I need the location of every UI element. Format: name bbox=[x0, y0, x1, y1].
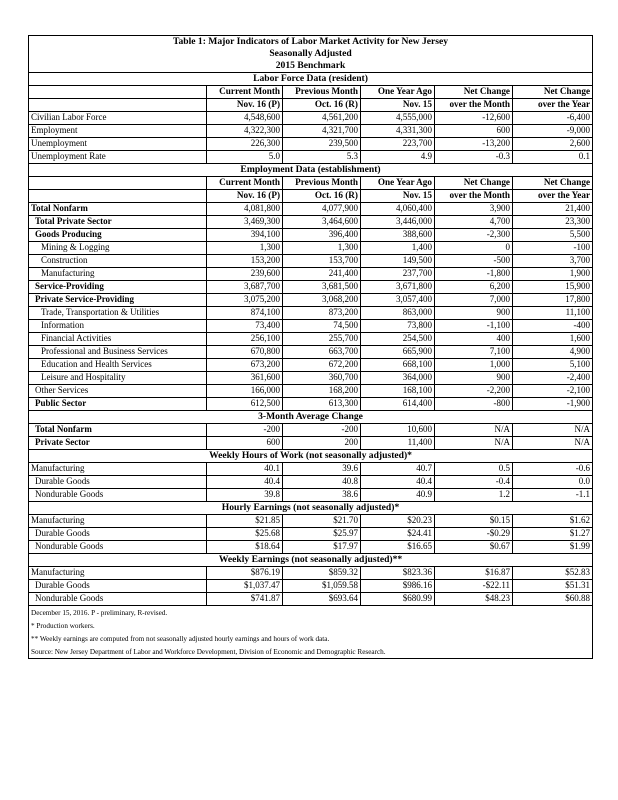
cell-value: 5,100 bbox=[513, 359, 593, 372]
column-header: Nov. 16 (P) bbox=[207, 190, 283, 203]
cell-value: -1.1 bbox=[513, 489, 593, 502]
cell-value: -1,900 bbox=[513, 398, 593, 411]
cell-value: 364,000 bbox=[361, 372, 435, 385]
table-row bbox=[29, 229, 593, 242]
table-row bbox=[29, 398, 593, 411]
cell-value: -2,200 bbox=[435, 385, 513, 398]
cell-value: $1.62 bbox=[513, 515, 593, 528]
cell-value: 11,400 bbox=[361, 437, 435, 450]
cell-value: 0 bbox=[435, 242, 513, 255]
section-title: Weekly Earnings (not seasonally adjusted)** bbox=[29, 554, 593, 567]
cell-value: 200 bbox=[283, 437, 361, 450]
column-header: Oct. 16 (R) bbox=[283, 99, 361, 112]
row-label: Professional and Business Services bbox=[29, 346, 207, 359]
cell-value: 1.2 bbox=[435, 489, 513, 502]
cell-value: $24.41 bbox=[361, 528, 435, 541]
footnote-row bbox=[29, 606, 593, 620]
cell-value: $17.97 bbox=[283, 541, 361, 554]
cell-value: 613,300 bbox=[283, 398, 361, 411]
cell-value: 239,600 bbox=[207, 268, 283, 281]
cell-value: 7,000 bbox=[435, 294, 513, 307]
cell-value: -400 bbox=[513, 320, 593, 333]
table-row bbox=[29, 320, 593, 333]
column-header: Current Month bbox=[207, 86, 283, 99]
cell-value: 4,900 bbox=[513, 346, 593, 359]
row-label: Manufacturing bbox=[29, 515, 207, 528]
cell-value: N/A bbox=[435, 437, 513, 450]
cell-value: 40.1 bbox=[207, 463, 283, 476]
cell-value: 3,681,500 bbox=[283, 281, 361, 294]
cell-value: 4,331,300 bbox=[361, 125, 435, 138]
column-header: Previous Month bbox=[283, 86, 361, 99]
cell-value: $21.85 bbox=[207, 515, 283, 528]
table-row bbox=[29, 528, 593, 541]
cell-value: 1,000 bbox=[435, 359, 513, 372]
table-benchmark: 2015 Benchmark bbox=[29, 60, 593, 73]
table-row bbox=[29, 385, 593, 398]
cell-value: $16.87 bbox=[435, 567, 513, 580]
cell-value: 5.3 bbox=[283, 151, 361, 164]
cell-value: 0.0 bbox=[513, 476, 593, 489]
cell-value: 4,700 bbox=[435, 216, 513, 229]
cell-value: 153,700 bbox=[283, 255, 361, 268]
cell-value: -1,100 bbox=[435, 320, 513, 333]
section-header-row bbox=[29, 411, 593, 424]
table-row bbox=[29, 437, 593, 450]
cell-value: -100 bbox=[513, 242, 593, 255]
cell-value: $823.36 bbox=[361, 567, 435, 580]
cell-value: 863,000 bbox=[361, 307, 435, 320]
cell-value: 670,800 bbox=[207, 346, 283, 359]
cell-value: 168,100 bbox=[361, 385, 435, 398]
section-title: Weekly Hours of Work (not seasonally adjusted)* bbox=[29, 450, 593, 463]
cell-value: 3,075,200 bbox=[207, 294, 283, 307]
cell-value: 665,900 bbox=[361, 346, 435, 359]
cell-value: 21,400 bbox=[513, 203, 593, 216]
cell-value: 874,100 bbox=[207, 307, 283, 320]
table-row bbox=[29, 203, 593, 216]
cell-value: 4,321,700 bbox=[283, 125, 361, 138]
table-row bbox=[29, 125, 593, 138]
cell-value: 168,200 bbox=[283, 385, 361, 398]
cell-value: $20.23 bbox=[361, 515, 435, 528]
cell-value: 4,060,400 bbox=[361, 203, 435, 216]
table-row bbox=[29, 281, 593, 294]
cell-value: 23,300 bbox=[513, 216, 593, 229]
cell-value: 3,900 bbox=[435, 203, 513, 216]
column-header: One Year Ago bbox=[361, 177, 435, 190]
cell-value: -0.6 bbox=[513, 463, 593, 476]
row-label: Manufacturing bbox=[29, 567, 207, 580]
column-header: Nov. 16 (P) bbox=[207, 99, 283, 112]
cell-value: 600 bbox=[435, 125, 513, 138]
cell-value: $0.67 bbox=[435, 541, 513, 554]
cell-value: 5.0 bbox=[207, 151, 283, 164]
row-label: Manufacturing bbox=[29, 268, 207, 281]
row-label: Total Nonfarm bbox=[29, 203, 207, 216]
cell-value: $693.64 bbox=[283, 593, 361, 606]
table-row bbox=[29, 242, 593, 255]
column-header: over the Year bbox=[513, 190, 593, 203]
cell-value: -0.4 bbox=[435, 476, 513, 489]
cell-value: -9,000 bbox=[513, 125, 593, 138]
row-label: Trade, Transportation & Utilities bbox=[29, 307, 207, 320]
table-subtitle: Seasonally Adjusted bbox=[29, 48, 593, 60]
header-blank-cell bbox=[29, 86, 207, 99]
column-header-row bbox=[29, 99, 593, 112]
cell-value: 900 bbox=[435, 307, 513, 320]
cell-value: -2,100 bbox=[513, 385, 593, 398]
row-label: Private Service-Providing bbox=[29, 294, 207, 307]
column-header-row bbox=[29, 86, 593, 99]
cell-value: 237,700 bbox=[361, 268, 435, 281]
cell-value: 3,464,600 bbox=[283, 216, 361, 229]
row-label: Nondurable Goods bbox=[29, 593, 207, 606]
labor-market-table bbox=[28, 35, 593, 659]
cell-value: 4,548,600 bbox=[207, 112, 283, 125]
section-header-row bbox=[29, 164, 593, 177]
cell-value: 0.5 bbox=[435, 463, 513, 476]
cell-value: 7,100 bbox=[435, 346, 513, 359]
cell-value: 3,446,000 bbox=[361, 216, 435, 229]
row-label: Unemployment Rate bbox=[29, 151, 207, 164]
footnote-row bbox=[29, 632, 593, 645]
cell-value: -500 bbox=[435, 255, 513, 268]
row-label: Durable Goods bbox=[29, 476, 207, 489]
table-row bbox=[29, 372, 593, 385]
cell-value: 0.1 bbox=[513, 151, 593, 164]
footnote: December 15, 2016. P - preliminary, R-revised. bbox=[29, 606, 593, 620]
cell-value: 663,700 bbox=[283, 346, 361, 359]
column-header: over the Month bbox=[435, 99, 513, 112]
cell-value: N/A bbox=[513, 424, 593, 437]
row-label: Private Sector bbox=[29, 437, 207, 450]
cell-value: 3,057,400 bbox=[361, 294, 435, 307]
cell-value: 396,400 bbox=[283, 229, 361, 242]
cell-value: 3,687,700 bbox=[207, 281, 283, 294]
cell-value: 4,077,900 bbox=[283, 203, 361, 216]
cell-value: 73,400 bbox=[207, 320, 283, 333]
cell-value: -200 bbox=[207, 424, 283, 437]
cell-value: 74,500 bbox=[283, 320, 361, 333]
row-label: Manufacturing bbox=[29, 463, 207, 476]
cell-value: N/A bbox=[435, 424, 513, 437]
column-header: over the Year bbox=[513, 99, 593, 112]
row-label: Total Nonfarm bbox=[29, 424, 207, 437]
cell-value: 149,500 bbox=[361, 255, 435, 268]
cell-value: $60.88 bbox=[513, 593, 593, 606]
row-label: Durable Goods bbox=[29, 580, 207, 593]
cell-value: 1,900 bbox=[513, 268, 593, 281]
section-header-row bbox=[29, 502, 593, 515]
cell-value: 239,500 bbox=[283, 138, 361, 151]
cell-value: 15,900 bbox=[513, 281, 593, 294]
cell-value: 672,200 bbox=[283, 359, 361, 372]
section-header-row bbox=[29, 73, 593, 86]
cell-value: 73,800 bbox=[361, 320, 435, 333]
title-row-3 bbox=[29, 60, 593, 73]
cell-value: 4,322,300 bbox=[207, 125, 283, 138]
table-title: Table 1: Major Indicators of Labor Market Activity for New Jersey bbox=[29, 36, 593, 49]
row-label: Public Sector bbox=[29, 398, 207, 411]
table-row bbox=[29, 255, 593, 268]
cell-value: 1,600 bbox=[513, 333, 593, 346]
cell-value: -2,300 bbox=[435, 229, 513, 242]
cell-value: 5,500 bbox=[513, 229, 593, 242]
cell-value: 39.6 bbox=[283, 463, 361, 476]
table-row bbox=[29, 112, 593, 125]
row-label: Unemployment bbox=[29, 138, 207, 151]
section-title: Employment Data (establishment) bbox=[29, 164, 593, 177]
cell-value: -12,600 bbox=[435, 112, 513, 125]
cell-value: 255,700 bbox=[283, 333, 361, 346]
cell-value: 394,100 bbox=[207, 229, 283, 242]
header-blank-cell bbox=[29, 190, 207, 203]
cell-value: $25.97 bbox=[283, 528, 361, 541]
table-row bbox=[29, 346, 593, 359]
cell-value: 360,700 bbox=[283, 372, 361, 385]
table-row bbox=[29, 541, 593, 554]
cell-value: 4,081,800 bbox=[207, 203, 283, 216]
table-row bbox=[29, 307, 593, 320]
cell-value: $1.27 bbox=[513, 528, 593, 541]
column-header: Oct. 16 (R) bbox=[283, 190, 361, 203]
table-row bbox=[29, 268, 593, 281]
cell-value: 1,400 bbox=[361, 242, 435, 255]
section-header-row bbox=[29, 554, 593, 567]
cell-value: 241,400 bbox=[283, 268, 361, 281]
table-row bbox=[29, 294, 593, 307]
cell-value: 4,555,000 bbox=[361, 112, 435, 125]
cell-value: -800 bbox=[435, 398, 513, 411]
labor-market-report bbox=[28, 35, 592, 659]
table-row bbox=[29, 359, 593, 372]
cell-value: $0.15 bbox=[435, 515, 513, 528]
row-label: Other Services bbox=[29, 385, 207, 398]
table-row bbox=[29, 333, 593, 346]
row-label: Durable Goods bbox=[29, 528, 207, 541]
cell-value: 900 bbox=[435, 372, 513, 385]
table-row bbox=[29, 138, 593, 151]
cell-value: -200 bbox=[283, 424, 361, 437]
table-row bbox=[29, 216, 593, 229]
cell-value: $1,037.47 bbox=[207, 580, 283, 593]
column-header: Net Change bbox=[513, 86, 593, 99]
row-label: Nondurable Goods bbox=[29, 489, 207, 502]
cell-value: 612,500 bbox=[207, 398, 283, 411]
column-header: Previous Month bbox=[283, 177, 361, 190]
cell-value: -$22.11 bbox=[435, 580, 513, 593]
cell-value: -1,800 bbox=[435, 268, 513, 281]
cell-value: -$0.29 bbox=[435, 528, 513, 541]
title-row-2 bbox=[29, 48, 593, 60]
cell-value: 11,100 bbox=[513, 307, 593, 320]
table-row bbox=[29, 424, 593, 437]
cell-value: 226,300 bbox=[207, 138, 283, 151]
cell-value: 3,671,800 bbox=[361, 281, 435, 294]
cell-value: 3,700 bbox=[513, 255, 593, 268]
cell-value: -0.3 bbox=[435, 151, 513, 164]
row-label: Total Private Sector bbox=[29, 216, 207, 229]
table-row bbox=[29, 151, 593, 164]
column-header: Net Change bbox=[513, 177, 593, 190]
footnote: * Production workers. bbox=[29, 619, 593, 632]
cell-value: 223,700 bbox=[361, 138, 435, 151]
cell-value: 254,500 bbox=[361, 333, 435, 346]
cell-value: 600 bbox=[207, 437, 283, 450]
footnote: ** Weekly earnings are computed from not seasonally adjusted hourly earnings and hours of work data. bbox=[29, 632, 593, 645]
cell-value: $52.83 bbox=[513, 567, 593, 580]
cell-value: $21.70 bbox=[283, 515, 361, 528]
cell-value: 3,068,200 bbox=[283, 294, 361, 307]
row-label: Service-Providing bbox=[29, 281, 207, 294]
cell-value: $876.19 bbox=[207, 567, 283, 580]
cell-value: $1.99 bbox=[513, 541, 593, 554]
cell-value: 873,200 bbox=[283, 307, 361, 320]
cell-value: 673,200 bbox=[207, 359, 283, 372]
cell-value: 153,200 bbox=[207, 255, 283, 268]
cell-value: 4,561,200 bbox=[283, 112, 361, 125]
row-label: Goods Producing bbox=[29, 229, 207, 242]
row-label: Financial Activities bbox=[29, 333, 207, 346]
cell-value: 166,000 bbox=[207, 385, 283, 398]
row-label: Civilian Labor Force bbox=[29, 112, 207, 125]
cell-value: 361,600 bbox=[207, 372, 283, 385]
column-header: One Year Ago bbox=[361, 86, 435, 99]
cell-value: $1,059.58 bbox=[283, 580, 361, 593]
section-title: Labor Force Data (resident) bbox=[29, 73, 593, 86]
row-label: Leisure and Hospitality bbox=[29, 372, 207, 385]
cell-value: 39.8 bbox=[207, 489, 283, 502]
table-row bbox=[29, 580, 593, 593]
cell-value: 400 bbox=[435, 333, 513, 346]
footnote: Source: New Jersey Department of Labor and Workforce Development, Division of Economic and Demographic Research. bbox=[29, 645, 593, 659]
cell-value: 40.9 bbox=[361, 489, 435, 502]
column-header: Net Change bbox=[435, 86, 513, 99]
column-header-row bbox=[29, 177, 593, 190]
section-title: 3-Month Average Change bbox=[29, 411, 593, 424]
header-blank-cell bbox=[29, 177, 207, 190]
cell-value: -6,400 bbox=[513, 112, 593, 125]
cell-value: $859.32 bbox=[283, 567, 361, 580]
row-label: Information bbox=[29, 320, 207, 333]
section-header-row bbox=[29, 450, 593, 463]
footnote-row bbox=[29, 645, 593, 659]
cell-value: 614,400 bbox=[361, 398, 435, 411]
cell-value: 1,300 bbox=[283, 242, 361, 255]
column-header: Nov. 15 bbox=[361, 99, 435, 112]
cell-value: $741.87 bbox=[207, 593, 283, 606]
cell-value: 40.7 bbox=[361, 463, 435, 476]
cell-value: 6,200 bbox=[435, 281, 513, 294]
cell-value: $680.99 bbox=[361, 593, 435, 606]
row-label: Mining & Logging bbox=[29, 242, 207, 255]
footnote-row bbox=[29, 619, 593, 632]
cell-value: 17,800 bbox=[513, 294, 593, 307]
cell-value: 10,600 bbox=[361, 424, 435, 437]
row-label: Construction bbox=[29, 255, 207, 268]
cell-value: 2,600 bbox=[513, 138, 593, 151]
table-row bbox=[29, 593, 593, 606]
cell-value: $25.68 bbox=[207, 528, 283, 541]
column-header: over the Month bbox=[435, 190, 513, 203]
row-label: Nondurable Goods bbox=[29, 541, 207, 554]
header-blank-cell bbox=[29, 99, 207, 112]
table-row bbox=[29, 463, 593, 476]
title-row-1 bbox=[29, 36, 593, 49]
cell-value: 40.4 bbox=[361, 476, 435, 489]
cell-value: $18.64 bbox=[207, 541, 283, 554]
cell-value: 40.8 bbox=[283, 476, 361, 489]
cell-value: 1,300 bbox=[207, 242, 283, 255]
cell-value: -13,200 bbox=[435, 138, 513, 151]
row-label: Education and Health Services bbox=[29, 359, 207, 372]
row-label: Employment bbox=[29, 125, 207, 138]
table-row bbox=[29, 489, 593, 502]
column-header: Current Month bbox=[207, 177, 283, 190]
table-row bbox=[29, 476, 593, 489]
cell-value: 388,600 bbox=[361, 229, 435, 242]
cell-value: 4.9 bbox=[361, 151, 435, 164]
cell-value: 38.6 bbox=[283, 489, 361, 502]
cell-value: $986.16 bbox=[361, 580, 435, 593]
section-title: Hourly Earnings (not seasonally adjusted)* bbox=[29, 502, 593, 515]
column-header: Nov. 15 bbox=[361, 190, 435, 203]
cell-value: $51.31 bbox=[513, 580, 593, 593]
cell-value: N/A bbox=[513, 437, 593, 450]
cell-value: 40.4 bbox=[207, 476, 283, 489]
cell-value: $16.65 bbox=[361, 541, 435, 554]
column-header-row bbox=[29, 190, 593, 203]
cell-value: $48.23 bbox=[435, 593, 513, 606]
cell-value: 668,100 bbox=[361, 359, 435, 372]
table-row bbox=[29, 567, 593, 580]
cell-value: -2,400 bbox=[513, 372, 593, 385]
column-header: Net Change bbox=[435, 177, 513, 190]
cell-value: 3,469,300 bbox=[207, 216, 283, 229]
cell-value: 256,100 bbox=[207, 333, 283, 346]
table-row bbox=[29, 515, 593, 528]
